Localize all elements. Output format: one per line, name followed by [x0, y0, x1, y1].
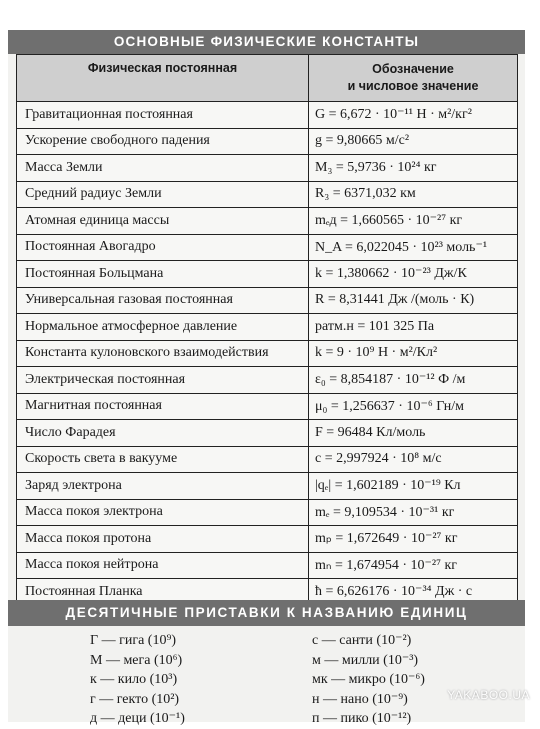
constant-value: μ₀ = 1,256637 · 10⁻⁶ Гн/м — [309, 393, 518, 420]
constants-table — [16, 54, 518, 606]
table-row — [17, 102, 518, 129]
constant-value: ε₀ = 8,854187 · 10⁻¹² Ф /м — [309, 367, 518, 394]
constant-value: k = 1,380662 · 10⁻²³ Дж/К — [309, 261, 518, 288]
table-row — [17, 208, 518, 235]
prefix-item: н — нано (10⁻⁹) — [312, 691, 408, 707]
constant-name: Масса покоя электрона — [17, 499, 309, 526]
prefixes-left-column — [90, 631, 185, 729]
constant-name: Число Фарадея — [17, 420, 309, 447]
prefix-item: М — мега (10⁶) — [90, 652, 183, 668]
constant-name: Константа кулоновского взаимодействия — [17, 340, 309, 367]
table-row — [17, 181, 518, 208]
prefix-item: с — санти (10⁻²) — [312, 633, 412, 648]
prefixes-right-column — [312, 631, 425, 729]
table-row — [17, 340, 518, 367]
constant-name: Нормальное атмосферное давление — [17, 314, 309, 341]
prefix-item: Г — гига (10⁹) — [90, 633, 176, 648]
table-row — [17, 234, 518, 261]
prefix-item: г — гекто (10²) — [90, 691, 180, 707]
constant-value: N_A = 6,022045 · 10²³ моль⁻¹ — [309, 234, 518, 261]
table-row — [17, 499, 518, 526]
constant-value: R = 8,31441 Дж /(моль · К) — [309, 287, 518, 314]
prefix-item: мк — микро (10⁻⁶) — [312, 672, 425, 688]
table-row — [17, 552, 518, 579]
table-row — [17, 367, 518, 394]
table-row — [17, 128, 518, 155]
constant-value: R₃ = 6371,032 км — [309, 181, 518, 208]
constant-name: Гравитационная постоянная — [17, 102, 309, 129]
constant-name: Ускорение свободного падения — [17, 128, 309, 155]
table-row — [17, 261, 518, 288]
prefix-item: п — пико (10⁻¹²) — [312, 711, 412, 727]
constant-value: mₙ = 1,674954 · 10⁻²⁷ кг — [309, 552, 518, 579]
constant-value: c = 2,997924 · 10⁸ м/с — [309, 446, 518, 473]
constant-value: mₑ = 9,109534 · 10⁻³¹ кг — [309, 499, 518, 526]
prefix-item: к — кило (10³) — [90, 672, 178, 688]
constant-name: Атомная единица массы — [17, 208, 309, 235]
constant-name: Средний радиус Земли — [17, 181, 309, 208]
constant-value: pатм.н = 101 325 Па — [309, 314, 518, 341]
table-row — [17, 526, 518, 553]
constant-name: Масса покоя протона — [17, 526, 309, 553]
constant-name: Заряд электрона — [17, 473, 309, 500]
table-row — [17, 314, 518, 341]
constant-value: mₑд = 1,660565 · 10⁻²⁷ кг — [309, 208, 518, 235]
watermark-logo: YAKABOO.UA — [447, 688, 530, 702]
constant-value: F = 96484 Кл/моль — [309, 420, 518, 447]
constants-body — [17, 102, 518, 606]
constant-name: Постоянная Планка — [17, 579, 309, 606]
constant-value: g = 9,80665 м/с² — [309, 128, 518, 155]
constant-value: |qₑ| = 1,602189 · 10⁻¹⁹ Кл — [309, 473, 518, 500]
constant-name: Электрическая постоянная — [17, 367, 309, 394]
constant-name: Масса покоя нейтрона — [17, 552, 309, 579]
page-title: ОСНОВНЫЕ ФИЗИЧЕСКИЕ КОНСТАНТЫ — [8, 30, 525, 54]
constant-name: Масса Земли — [17, 155, 309, 182]
table-row — [17, 420, 518, 447]
constant-value: M₃ = 5,9736 · 10²⁴ кг — [309, 155, 518, 182]
constant-name: Постоянная Больцмана — [17, 261, 309, 288]
prefix-item: м — милли (10⁻³) — [312, 652, 419, 668]
table-row — [17, 473, 518, 500]
prefixes-title: ДЕСЯТИЧНЫЕ ПРИСТАВКИ К НАЗВАНИЮ ЕДИНИЦ — [8, 600, 525, 626]
prefix-item: д — деци (10⁻¹) — [90, 711, 185, 727]
header-value — [309, 55, 518, 102]
table-row — [17, 287, 518, 314]
constant-name: Универсальная газовая постоянная — [17, 287, 309, 314]
constant-value: ħ = 6,626176 · 10⁻³⁴ Дж · с — [309, 579, 518, 606]
constant-value: k = 9 · 10⁹ Н · м²/Кл² — [309, 340, 518, 367]
constant-name: Постоянная Авогадро — [17, 234, 309, 261]
constant-value: mₚ = 1,672649 · 10⁻²⁷ кг — [309, 526, 518, 553]
table-header-row — [17, 55, 518, 102]
table-row — [17, 393, 518, 420]
header-value-line1: Обозначение — [372, 62, 454, 76]
table-row — [17, 446, 518, 473]
header-value-line2: и числовое значение — [347, 79, 479, 93]
header-constant: Физическая постоянная — [17, 55, 309, 102]
constant-name: Магнитная постоянная — [17, 393, 309, 420]
constant-name: Скорость света в вакууме — [17, 446, 309, 473]
constant-value: G = 6,672 · 10⁻¹¹ Н · м²/кг² — [309, 102, 518, 129]
table-row — [17, 155, 518, 182]
